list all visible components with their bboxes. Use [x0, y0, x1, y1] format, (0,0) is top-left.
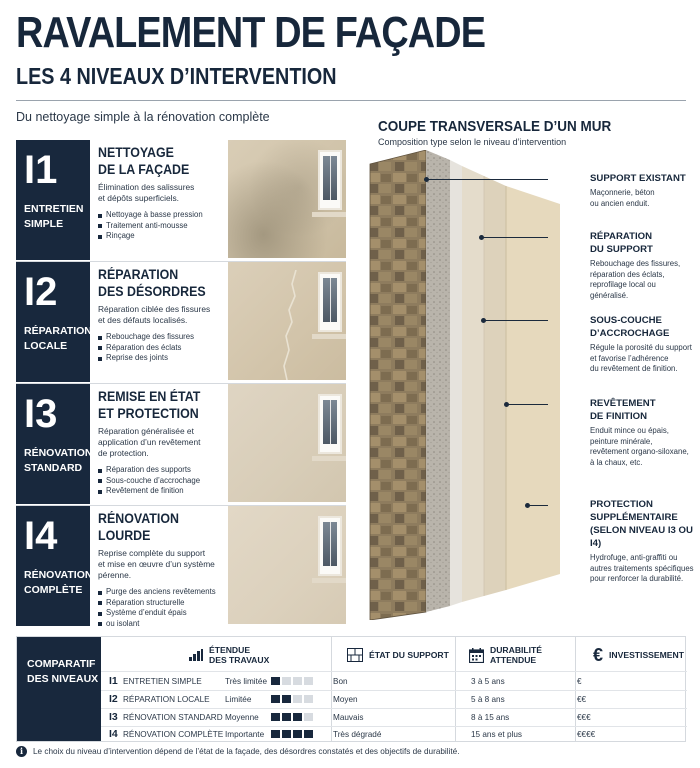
comparison-label: COMPARATIF DES NIVEAUX [27, 658, 99, 685]
level-description: Réparation généralisée et application d’un revêtement de protection. [98, 426, 201, 458]
wall-cross-section [366, 150, 566, 620]
level-description: Réparation ciblée des fissures et des défauts localisés. [98, 304, 211, 325]
table-row [101, 673, 687, 690]
finish-layer [462, 166, 484, 602]
repair-layer [426, 150, 450, 612]
level-title: RÉPARATION DES DÉSORDRES [98, 267, 206, 299]
level-description: Élimination des salissures et dépôts superficiels. [98, 182, 195, 203]
header-durability [469, 641, 542, 669]
row-state: Mauvais [333, 713, 364, 722]
callout-leader [481, 237, 548, 238]
level-item-list [98, 465, 226, 497]
row-extent: Moyenne [225, 713, 259, 722]
header-text: ÉTAT DU SUPPORT [369, 650, 449, 660]
level-card-i1 [16, 140, 346, 260]
extent-meter [271, 677, 313, 685]
extent-segment [282, 695, 291, 703]
level-name: RÉPARATION LOCALE [24, 325, 92, 352]
header-text: ÉTENDUE DES TRAVAUX [209, 645, 270, 665]
list-item: Réparation structurelle [98, 598, 226, 609]
callout-title: PROTECTION SUPPLÉMENTAIRE (SELON NIVEAU I3 OU I4) [590, 499, 693, 549]
list-item: Rebouchage des fissures [98, 332, 226, 343]
level-item-list [98, 210, 226, 242]
extent-segment [282, 677, 291, 685]
extent-segment [293, 713, 302, 721]
level-description: Reprise complète du support et mise en œuvre d’un système pérenne. [98, 548, 215, 580]
row-durability: 15 ans et plus [471, 730, 522, 739]
footnote [16, 746, 460, 757]
callout-leader [483, 320, 548, 321]
row-extent: Importante [225, 730, 265, 739]
level-title: RÉNOVATION LOURDE [98, 511, 179, 543]
row-investment: €€€ [577, 713, 591, 722]
row-state: Très dégradé [333, 730, 382, 739]
list-item: Reprise des joints [98, 353, 226, 364]
level-badge [16, 262, 90, 382]
list-item: Purge des anciens revêtements [98, 587, 226, 598]
level-title: NETTOYAGE DE LA FAÇADE [98, 145, 190, 177]
row-code: I1 [109, 675, 118, 687]
callout-description: Rebouchage des fissures, réparation des éclats, reprofilage local ou généralisé. [590, 259, 681, 300]
callout-description: Maçonnerie, béton ou ancien enduit. [590, 188, 655, 208]
callout-title: RÉPARATION DU SUPPORT [590, 231, 653, 255]
extent-segment [293, 695, 302, 703]
page-subtitle: LES 4 NIVEAUX D’INTERVENTION [16, 63, 337, 89]
row-extent: Limitée [225, 695, 252, 704]
level-title: REMISE EN ÉTAT ET PROTECTION [98, 389, 201, 421]
level-badge [16, 140, 90, 260]
diagram-title: COUPE TRANSVERSALE D’UN MUR [378, 118, 612, 135]
extent-segment [271, 713, 280, 721]
header-text: DURABILITÉ ATTENDUE [490, 645, 543, 665]
table-row [101, 709, 687, 726]
level-item-list [98, 587, 226, 629]
crack-line [280, 270, 302, 380]
callout-title: SUPPORT EXISTANT [590, 173, 686, 184]
list-item: Revêtement de finition [98, 486, 226, 497]
facade-photo-i3 [228, 384, 346, 502]
callout-leader [506, 404, 548, 405]
level-card-i4 [16, 506, 346, 626]
callout-finish [590, 397, 695, 468]
row-durability: 8 à 15 ans [471, 713, 510, 722]
euro-icon: € [593, 645, 604, 665]
row-durability: 5 à 8 ans [471, 695, 505, 704]
list-item: Nettoyage à basse pression [98, 210, 226, 221]
protection-layer [484, 176, 506, 596]
extent-segment [293, 730, 302, 738]
extent-segment [271, 695, 280, 703]
row-name: RÉNOVATION STANDARD [123, 713, 223, 722]
facade-photo-i4 [228, 506, 346, 624]
extent-segment [282, 730, 291, 738]
list-item: Sous-couche d’accrochage [98, 476, 226, 487]
row-state: Moyen [333, 695, 358, 704]
extent-segment [304, 677, 313, 685]
row-investment: €€€€ [577, 730, 596, 739]
row-code: I4 [109, 728, 118, 740]
callout-title: SOUS-COUCHE D’ACCROCHAGE [590, 315, 670, 339]
level-name: ENTRETIEN SIMPLE [24, 203, 84, 230]
facade-photo-i1 [228, 140, 346, 258]
extent-segment [304, 695, 313, 703]
page-title: RAVALEMENT DE FAÇADE [16, 8, 486, 57]
table-row [101, 691, 687, 708]
level-code: I1 [24, 148, 58, 192]
footnote-text: Le choix du niveau d’intervention dépend de l’état de la façade, des désordres constatés et des objectifs de durabilité. [33, 747, 460, 756]
row-name: RÉPARATION LOCALE [123, 695, 210, 704]
level-code: I4 [24, 514, 58, 558]
masonry-layer [370, 150, 426, 620]
extent-segment [271, 677, 280, 685]
callout-description: Régule la porosité du support et favorise l’adhérence du revêtement de finition. [590, 343, 692, 373]
row-code: I2 [109, 693, 118, 705]
extent-meter [271, 695, 313, 703]
row-durability: 3 à 5 ans [471, 677, 505, 686]
comparison-label-block [17, 637, 101, 741]
level-code: I2 [24, 270, 58, 314]
callout-title: REVÊTEMENT DE FINITION [590, 398, 656, 422]
list-item: Rinçage [98, 231, 226, 242]
level-card-i2 [16, 262, 346, 382]
header-extent [189, 641, 269, 669]
row-name: ENTRETIEN SIMPLE [123, 677, 202, 686]
level-badge [16, 506, 93, 626]
list-item: Réparation des éclats [98, 343, 226, 354]
header-state [347, 641, 449, 669]
header-divider [16, 100, 686, 101]
row-investment: € [577, 677, 582, 686]
level-card-i3 [16, 384, 346, 504]
extent-segment [271, 730, 280, 738]
list-item: Réparation des supports [98, 465, 226, 476]
level-name: RÉNOVATION STANDARD [24, 447, 93, 474]
header-investment [593, 641, 684, 669]
callout-primer [590, 314, 695, 375]
row-investment: €€ [577, 695, 587, 704]
callout-repair [590, 230, 695, 301]
callout-description: Hydrofuge, anti-graffiti ou autres traitements spécifiques pour renforcer la durabilité. [590, 553, 694, 583]
diagram-subtitle: Composition type selon le niveau d’intervention [378, 137, 567, 147]
table-row [101, 726, 687, 743]
level-name: RÉNOVATION COMPLÈTE [24, 569, 93, 596]
calendar-icon [469, 648, 484, 663]
row-state: Bon [333, 677, 348, 686]
facade-photo-i2 [228, 262, 346, 380]
extent-segment [304, 713, 313, 721]
header-text: INVESTISSEMENT [609, 650, 684, 660]
callout-leader [426, 179, 548, 180]
level-item-list [98, 332, 226, 364]
extent-meter [271, 713, 313, 721]
extent-segment [282, 713, 291, 721]
row-code: I3 [109, 711, 118, 723]
tagline: Du nettoyage simple à la rénovation complète [16, 110, 270, 124]
list-item: ou isolant [98, 619, 226, 630]
comparison-table [16, 636, 686, 742]
callout-support [590, 172, 695, 209]
row-name: RÉNOVATION COMPLÈTE [123, 730, 224, 739]
info-icon: i [16, 746, 27, 757]
list-item: Traitement anti-mousse [98, 221, 226, 232]
wall-grid-icon [347, 648, 363, 662]
extent-segment [293, 677, 302, 685]
bar-chart-icon [189, 649, 203, 661]
callout-protection [590, 498, 695, 585]
level-code: I3 [24, 392, 58, 436]
primer-layer [450, 160, 462, 606]
outer-render-layer [506, 186, 560, 590]
extent-segment [304, 730, 313, 738]
callout-description: Enduit mince ou épais, peinture minérale, revêtement organo-siloxane, à la chaux, etc. [590, 426, 689, 467]
row-extent: Très limitée [225, 677, 268, 686]
callout-leader [527, 505, 548, 506]
list-item: Système d’enduit épais [98, 608, 226, 619]
level-badge [16, 384, 93, 504]
extent-meter [271, 730, 313, 738]
